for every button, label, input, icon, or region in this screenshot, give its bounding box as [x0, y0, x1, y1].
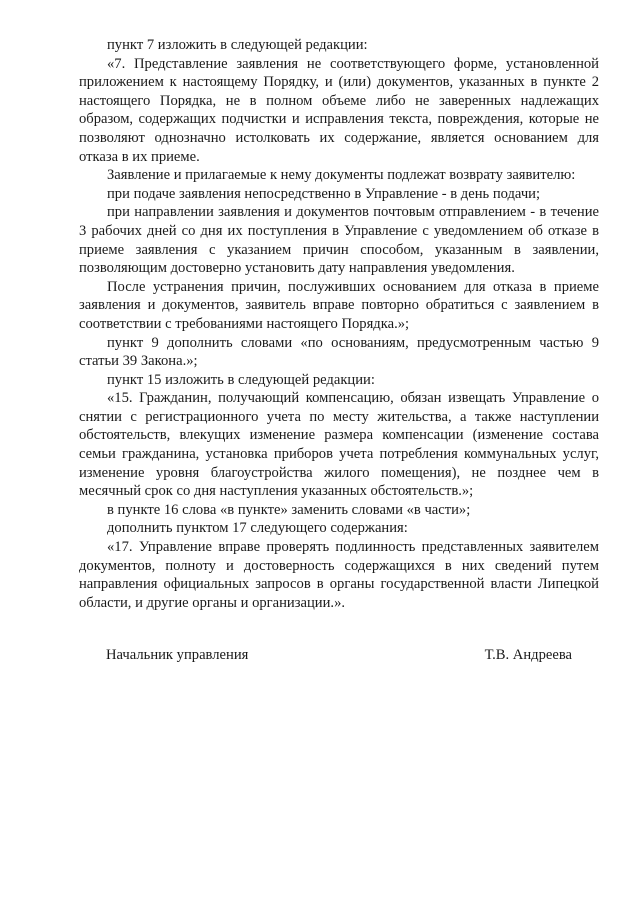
paragraph: «15. Гражданин, получающий компенсацию, обязан извещать Управление о снятии с регистрационного учета по месту жительства, а также наступлении обстоятельств, влекущих изменение размера компенсации (изменение состава семьи гражданина, установка приборов учета потребления коммунальных услуг, изменение уровня благоустройства жилого помещения), не позднее чем в месячный срок со дня наступления указанных обстоятельств.»;	[79, 390, 599, 500]
document-body	[79, 36, 599, 612]
paragraph: пункт 9 дополнить словами «по основаниям, предусмотренным частью 9 статьи 39 Закона.»;	[79, 334, 599, 370]
paragraph: дополнить пунктом 17 следующего содержания:	[107, 520, 408, 537]
paragraph: при направлении заявления и документов почтовым отправлением - в течение 3 рабочих дней со дня их поступления в Управление с уведомлением об отказе в приеме заявления с указанием причин способом, указанным в заявлении, позволяющим достоверно установить дату направления уведомления.	[79, 204, 599, 277]
signatory-name: Т.В. Андреева	[484, 647, 572, 663]
signature-block	[106, 646, 572, 665]
paragraph: при подаче заявления непосредственно в Управление - в день подачи;	[107, 185, 541, 202]
paragraph: пункт 15 изложить в следующей редакции:	[107, 371, 375, 388]
paragraph: После устранения причин, послуживших основанием для отказа в приеме заявления и документов, заявитель вправе повторно обратиться с заявлением в соответствии с требованиями настоящего Порядка.»;	[79, 278, 599, 332]
paragraph: «17. Управление вправе проверять подлинность представленных заявителем документов, полноту и достоверность содержащихся в них сведений путем направления официальных запросов в органы государственной власти Липецкой области, и другие органы и организации.».	[79, 539, 599, 611]
signatory-position: Начальник управления	[106, 647, 249, 663]
paragraph: «7. Представление заявления не соответствующего форме, установленной приложением к настоящему Порядку, и (или) документов, указанных в пункте 2 настоящего Порядка, не в полном объеме либо не заверенных надлежащих образом, содержащих подчистки и исправления текста, повреждения, которые не позволяют однозначно истолковать их содержание, является основанием для отказа в их приеме.	[79, 55, 599, 165]
paragraph: Заявление и прилагаемые к нему документы подлежат возврату заявителю:	[107, 167, 576, 184]
paragraph: в пункте 16 слова «в пункте» заменить словами «в части»;	[107, 501, 471, 518]
paragraph: пункт 7 изложить в следующей редакции:	[107, 37, 368, 53]
